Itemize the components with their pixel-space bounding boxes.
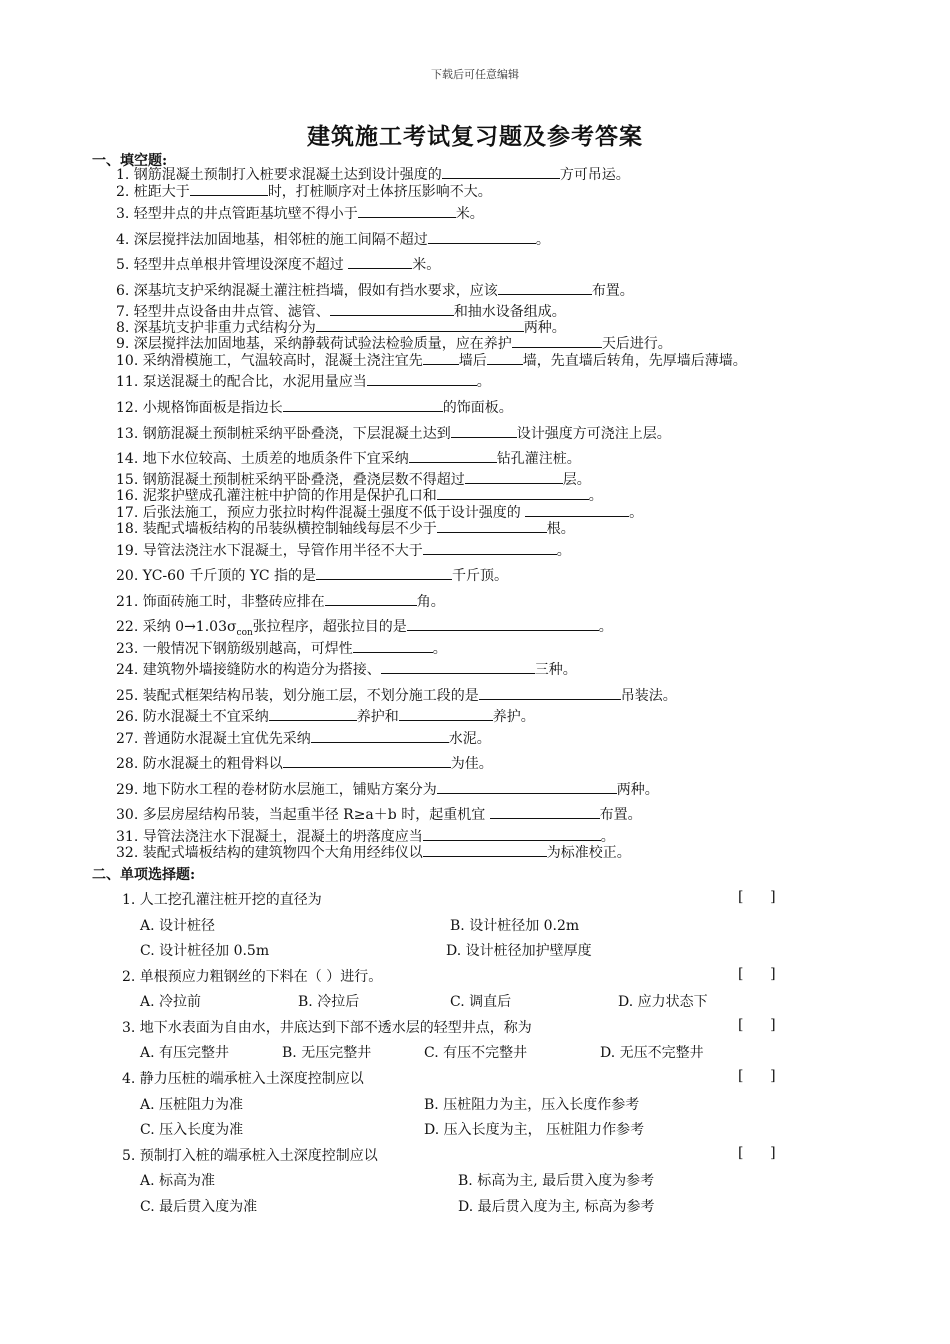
- fill-question-11: 11. 泵送混凝土的配合比，水泥用量应当 。: [116, 374, 491, 390]
- answer-blank[interactable]: [428, 231, 536, 244]
- fill-question-26: 26. 防水混凝土不宜采纳 养护和 养护。: [116, 709, 535, 725]
- fill-question-14: 14. 地下水位较高、土质差的地质条件下宜采纳 钻孔灌注桩。: [116, 451, 581, 467]
- section-heading-choice: 二、单项选择题:: [92, 867, 196, 883]
- fill-question-3: 3. 轻型井点的井点管距基坑壁不得小于 米。: [116, 206, 484, 222]
- choice-question-4: 4. 静力压桩的端承桩入土深度控制应以: [122, 1071, 364, 1087]
- answer-bracket[interactable]: [ ]: [738, 1017, 776, 1033]
- fill-question-31: 31. 导管法浇注水下混凝土，混凝土的坍落度应当 。: [116, 829, 615, 845]
- answer-bracket[interactable]: [ ]: [738, 889, 776, 905]
- fill-question-1: 1. 钢筋混凝土预制打入桩要求混凝土达到设计强度的 方可吊运。: [116, 167, 630, 183]
- answer-blank[interactable]: [348, 256, 412, 269]
- answer-blank[interactable]: [409, 450, 497, 463]
- choice-option[interactable]: A. 冷拉前: [140, 994, 202, 1010]
- fill-question-13: 13. 钢筋混凝土预制桩采纳平卧叠浇，下层混凝土达到 设计强度方可浇注上层。: [116, 426, 671, 442]
- answer-blank[interactable]: [423, 828, 601, 841]
- fill-question-22: 22. 采纳 $0\to 1.03\sigma_{con}$张拉程序，超张拉目的是 。: [116, 619, 613, 638]
- answer-blank[interactable]: [451, 425, 517, 438]
- fill-question-17: 17. 后张法施工，预应力张拉时构件混凝土强度不低于设计强度的 。: [116, 505, 644, 521]
- answer-blank[interactable]: [311, 730, 449, 743]
- answer-blank[interactable]: [316, 567, 452, 580]
- choice-option[interactable]: B. 冷拉后: [298, 994, 360, 1010]
- answer-blank[interactable]: [283, 399, 443, 412]
- fill-question-24: 24. 建筑物外墙接缝防水的构造分为搭接、 三种。: [116, 662, 577, 678]
- answer-blank[interactable]: [399, 708, 493, 721]
- answer-bracket[interactable]: [ ]: [738, 1068, 776, 1084]
- page-title: 建筑施工考试复习题及参考答案: [307, 123, 643, 150]
- choice-question-3: 3. 地下水表面为自由水，井底达到下部不透水层的轻型井点，称为: [122, 1020, 532, 1036]
- answer-blank[interactable]: [190, 183, 268, 196]
- fill-question-15: 15. 钢筋混凝土预制桩采纳平卧叠浇，叠浇层数不得超过 层。: [116, 472, 591, 488]
- answer-bracket[interactable]: [ ]: [738, 966, 776, 982]
- choice-option[interactable]: B. 设计桩径加 0.2m: [450, 918, 580, 934]
- answer-bracket[interactable]: [ ]: [738, 1145, 776, 1161]
- answer-blank[interactable]: [330, 303, 454, 316]
- fill-question-6: 6. 深基坑支护采纳混凝土灌注桩挡墙，假如有挡水要求，应该 布置。: [116, 283, 634, 299]
- choice-option[interactable]: B. 无压完整井: [282, 1045, 372, 1061]
- answer-blank[interactable]: [407, 618, 599, 631]
- choice-option[interactable]: D. 设计桩径加护壁厚度: [446, 943, 592, 959]
- answer-blank[interactable]: [423, 352, 459, 365]
- fill-question-29: 29. 地下防水工程的卷材防水层施工，铺贴方案分为 两种。: [116, 782, 659, 798]
- choice-option[interactable]: D. 无压不完整井: [600, 1045, 704, 1061]
- answer-blank[interactable]: [269, 708, 357, 721]
- choice-option[interactable]: C. 压入长度为准: [140, 1122, 244, 1138]
- answer-blank[interactable]: [512, 335, 602, 348]
- answer-blank[interactable]: [353, 640, 433, 653]
- answer-blank[interactable]: [283, 755, 451, 768]
- fill-question-30: 30. 多层房屋结构吊装，当起重半径 R≥a＋b 时，起重机宜 布置。: [116, 807, 642, 823]
- fill-question-7: 7. 轻型井点设备由井点管、滤管、 和抽水设备组成。: [116, 304, 566, 320]
- fill-question-28: 28. 防水混凝土的粗骨料以 为佳。: [116, 756, 493, 772]
- answer-blank[interactable]: [381, 661, 535, 674]
- choice-option[interactable]: C. 调直后: [450, 994, 512, 1010]
- answer-blank[interactable]: [487, 352, 523, 365]
- fill-question-8: 8. 深基坑支护非重力式结构分为 两种。: [116, 320, 566, 336]
- choice-question-5: 5. 预制打入桩的端承桩入土深度控制应以: [122, 1148, 378, 1164]
- answer-blank[interactable]: [423, 844, 547, 857]
- answer-blank[interactable]: [358, 205, 456, 218]
- fill-question-18: 18. 装配式墙板结构的吊装纵横控制轴线每层不少于 根。: [116, 521, 575, 537]
- fill-question-23: 23. 一般情况下钢筋级别越高，可焊性 。: [116, 641, 447, 657]
- choice-option[interactable]: A. 有压完整井: [140, 1045, 230, 1061]
- answer-blank[interactable]: [325, 593, 417, 606]
- choice-option[interactable]: A. 设计桩径: [140, 918, 216, 934]
- answer-blank[interactable]: [525, 504, 629, 517]
- header-note: 下载后可任意编辑: [431, 68, 519, 81]
- answer-blank[interactable]: [479, 687, 621, 700]
- fill-question-5: 5. 轻型井点单根井管埋设深度不超过 米。: [116, 257, 441, 273]
- choice-question-1: 1. 人工挖孔灌注桩开挖的直径为: [122, 892, 322, 908]
- choice-option[interactable]: C. 设计桩径加 0.5m: [140, 943, 270, 959]
- fill-question-19: 19. 导管法浇注水下混凝土，导管作用半径不大于 。: [116, 543, 571, 559]
- answer-blank[interactable]: [490, 806, 600, 819]
- fill-question-21: 21. 饰面砖施工时，非整砖应排在 角。: [116, 594, 445, 610]
- answer-blank[interactable]: [367, 373, 477, 386]
- answer-blank[interactable]: [423, 542, 557, 555]
- section-heading-fill: 一、填空题:: [92, 153, 168, 169]
- choice-question-2: 2. 单根预应力粗钢丝的下料在（ ）进行。: [122, 969, 383, 985]
- answer-blank[interactable]: [437, 520, 547, 533]
- answer-blank[interactable]: [442, 166, 560, 179]
- answer-blank[interactable]: [437, 781, 617, 794]
- fill-question-12: 12. 小规格饰面板是指边长 的饰面板。: [116, 400, 513, 416]
- choice-option[interactable]: D. 最后贯入度为主, 标高为参考: [458, 1199, 655, 1215]
- choice-option[interactable]: B. 压桩阻力为主，压入长度作参考: [424, 1097, 640, 1113]
- fill-question-16: 16. 泥浆护壁成孔灌注桩中护筒的作用是保护孔口和 。: [116, 488, 603, 504]
- fill-question-32: 32. 装配式墙板结构的建筑物四个大角用经纬仪以 为标准校正。: [116, 845, 631, 861]
- answer-blank[interactable]: [316, 319, 524, 332]
- fill-question-4: 4. 深层搅拌法加固地基，相邻桩的施工间隔不超过 。: [116, 232, 550, 248]
- fill-question-20: 20. YC-60 千斤顶的 YC 指的是 千斤顶。: [116, 568, 509, 584]
- choice-option[interactable]: C. 最后贯入度为准: [140, 1199, 258, 1215]
- answer-blank[interactable]: [498, 282, 592, 295]
- fill-question-2: 2. 桩距大于 时，打桩顺序对土体挤压影响不大。: [116, 184, 492, 200]
- choice-option[interactable]: D. 压入长度为主， 压桩阻力作参考: [424, 1122, 645, 1138]
- choice-option[interactable]: B. 标高为主, 最后贯入度为参考: [458, 1173, 655, 1189]
- fill-question-10: 10. 采纳滑模施工，气温较高时，混凝土浇注宜先 墙后 墙，先直墙后转角，先厚墙后薄墙。: [116, 353, 747, 369]
- answer-blank[interactable]: [437, 487, 589, 500]
- answer-blank[interactable]: [465, 471, 563, 484]
- choice-option[interactable]: A. 压桩阻力为准: [140, 1097, 244, 1113]
- choice-option[interactable]: A. 标高为准: [140, 1173, 216, 1189]
- fill-question-25: 25. 装配式框架结构吊装，划分施工层，不划分施工段的是 吊装法。: [116, 688, 677, 704]
- choice-option[interactable]: C. 有压不完整井: [424, 1045, 528, 1061]
- fill-question-27: 27. 普通防水混凝土宜优先采纳 水泥。: [116, 731, 491, 747]
- fill-question-9: 9. 深层搅拌法加固地基，采纳静载荷试验法检验质量，应在养护 天后进行。: [116, 336, 672, 352]
- choice-option[interactable]: D. 应力状态下: [618, 994, 708, 1010]
